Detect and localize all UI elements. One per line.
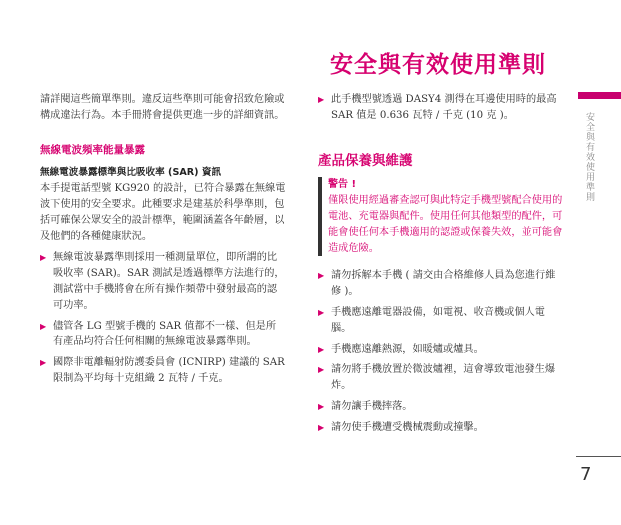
triangle-bullet-icon: ▶: [318, 422, 325, 432]
list-item: ▶ 請勿讓手機摔落。: [318, 399, 564, 415]
list-item: ▶ 手機應遠離電器設備，如電視、收音機或個人電腦。: [318, 306, 545, 334]
triangle-bullet-icon: ▶: [318, 344, 325, 354]
sar-paragraph: 本手提電話型號 KG920 的設計，已符合暴露在無線電波下使用的安全要求。此種要求是建基於科學準則，包括可確保公眾安全的設計標準，範圍涵蓋各年齡層，以及他們的各種健康狀況。: [40, 183, 286, 242]
page-title: 安全與有效使用準則: [330, 52, 546, 78]
triangle-bullet-icon: ▶: [318, 271, 325, 281]
sar-bullet-list: [40, 250, 286, 386]
right-column: [318, 92, 564, 441]
page-number-rule: [576, 456, 621, 457]
list-item: ▶ 無線電波暴露準則採用一種測量單位，即所謂的比吸收率 (SAR)。SAR 測試是透過標準方法進行的，測試當中手機將會在所有操作頻帶中發射最高的認可功率。: [40, 252, 285, 311]
side-tab-bar: [578, 92, 621, 99]
rf-section-title: 無線電波頻率能量暴露: [40, 143, 145, 156]
sar-value-list: [318, 92, 564, 124]
page-number: 7: [580, 464, 592, 485]
warning-box: [318, 177, 564, 256]
side-section-label: 安全與有效使用準則: [584, 112, 594, 202]
warning-text: 僅限使用經過審查認可與此特定手機型號配合使用的電池、充電器與配件。使用任何其他類型的配件，可能會使任何本手機適用的認證或保養失效，並可能會造成危險。: [328, 195, 563, 254]
list-item: ▶ 手機應遠離熱源，如暖爐或爐具。: [318, 342, 564, 358]
triangle-bullet-icon: ▶: [318, 401, 325, 411]
list-item: ▶ 請勿拆解本手機 ( 請交由合格維修人員為您進行維修 )。: [318, 270, 556, 298]
list-item: ▶ 國際非電離輻射防護委員會 (ICNIRP) 建議的 SAR 限制為平均每十克組織 2 瓦特 / 千克。: [40, 357, 285, 384]
list-item: ▶ 此手機型號透過 DASY4 測得在耳邊使用時的最高 SAR 值是 0.636 瓦特 / 千克 (10 克 )。: [318, 94, 557, 121]
warning-title: 警告 !: [328, 179, 357, 191]
intro-paragraph: 請詳閱這些簡單準則。違反這些準則可能會招致危險或構成違法行為。本手冊將會提供更進一步的詳細資訊。: [40, 94, 285, 121]
triangle-bullet-icon: ▶: [318, 365, 325, 375]
triangle-bullet-icon: ▶: [40, 321, 47, 331]
list-item: ▶ 請勿將手機放置於微波爐裡，這會導致電池發生爆炸。: [318, 364, 556, 392]
care-section-title: 產品保養與維護: [318, 152, 413, 169]
sar-subsection-title: 無線電波暴露標準與比吸收率 (SAR) 資訊: [40, 167, 222, 179]
left-column: [40, 92, 286, 392]
triangle-bullet-icon: ▶: [40, 253, 47, 263]
triangle-bullet-icon: ▶: [318, 95, 325, 104]
list-item: ▶ 請勿使手機遭受機械震動或撞擊。: [318, 420, 564, 436]
triangle-bullet-icon: ▶: [318, 307, 325, 317]
triangle-bullet-icon: ▶: [40, 358, 47, 368]
list-item: ▶ 儘管各 LG 型號手機的 SAR 值都不一樣、但是所有產品均符合任何相關的無線電波暴露準則。: [40, 320, 277, 348]
care-bullet-list: [318, 268, 564, 435]
